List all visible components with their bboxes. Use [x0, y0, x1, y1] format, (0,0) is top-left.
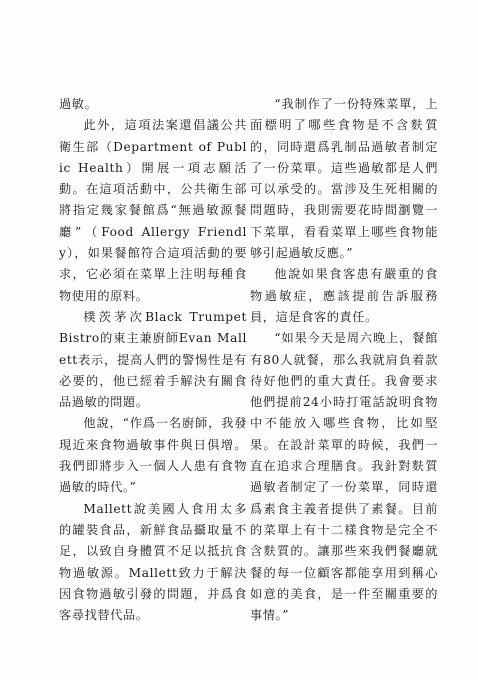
left-column — [59, 94, 247, 626]
paragraph: 他說如果食客患有嚴重的食物過敏症，應該提前告訴服務員，這是食客的責任。 — [250, 267, 438, 324]
paragraph: “我制作了一份特殊菜單，上面標明了哪些食物是不含麩質的，同時還爲乳制品過敏者制定了一份菜單。這些過敏都是人們可以承受的。當涉及生死相關的問題時，我則需要花時間瀏覽一下菜單，看看菜單上哪些食物能够引起過敏反應。” — [250, 97, 438, 261]
right-column — [250, 94, 438, 626]
paragraph: 樸茨茅次Black Trumpet Bistro的東主兼廚師Evan Mallett表示，提高人們的警惕性是有必要的，他已經着手解決有關食品過敏的問題。 — [59, 309, 247, 410]
paragraph: Mallett說美國人食用太多的罐裝食品，新鮮食品攝取量不足，以致自身體質不足以抵抗食物過敏源。Mallett致力于解決因食物過敏引發的問題，并爲食客尋找替代品。 — [59, 501, 247, 623]
paragraph: 過敏。 — [59, 97, 98, 111]
paragraph: “如果今天是周六晚上，餐館有80人就餐，那么我就肩負着款待好他們的重大責任。我會要求他們提前24小時打電話說明食物中不能放入哪些食物，比如堅果。在設計菜單的時候，我們一直在追求合理膳食。我針對麩質過敏者制定了一份菜單，同時還爲素食主義者提供了素餐。目前的菜單上有十二樣食物是完全不含麩質的。讓那些來我們餐廳就餐的每一位顧客都能享用到稱心如意的美食，是一件至關重要的事情。” — [250, 331, 438, 623]
paragraph: 他說，“作爲一名廚師，我發現近來食物過敏事件與日俱增。我們即將步入一個人人患有食物過敏的時代。” — [59, 416, 247, 495]
paragraph: 此外，這項法案還倡議公共衛生部（Department of Public Health）開展一項志願活動。在這項活動中，公共衛生部將指定幾家餐館爲“無過敏源餐廳”（Food Allergy Friendly），如果餐館符合這項活動的要求，它必須在菜單上注明每種食物使用的原料。 — [59, 118, 247, 303]
